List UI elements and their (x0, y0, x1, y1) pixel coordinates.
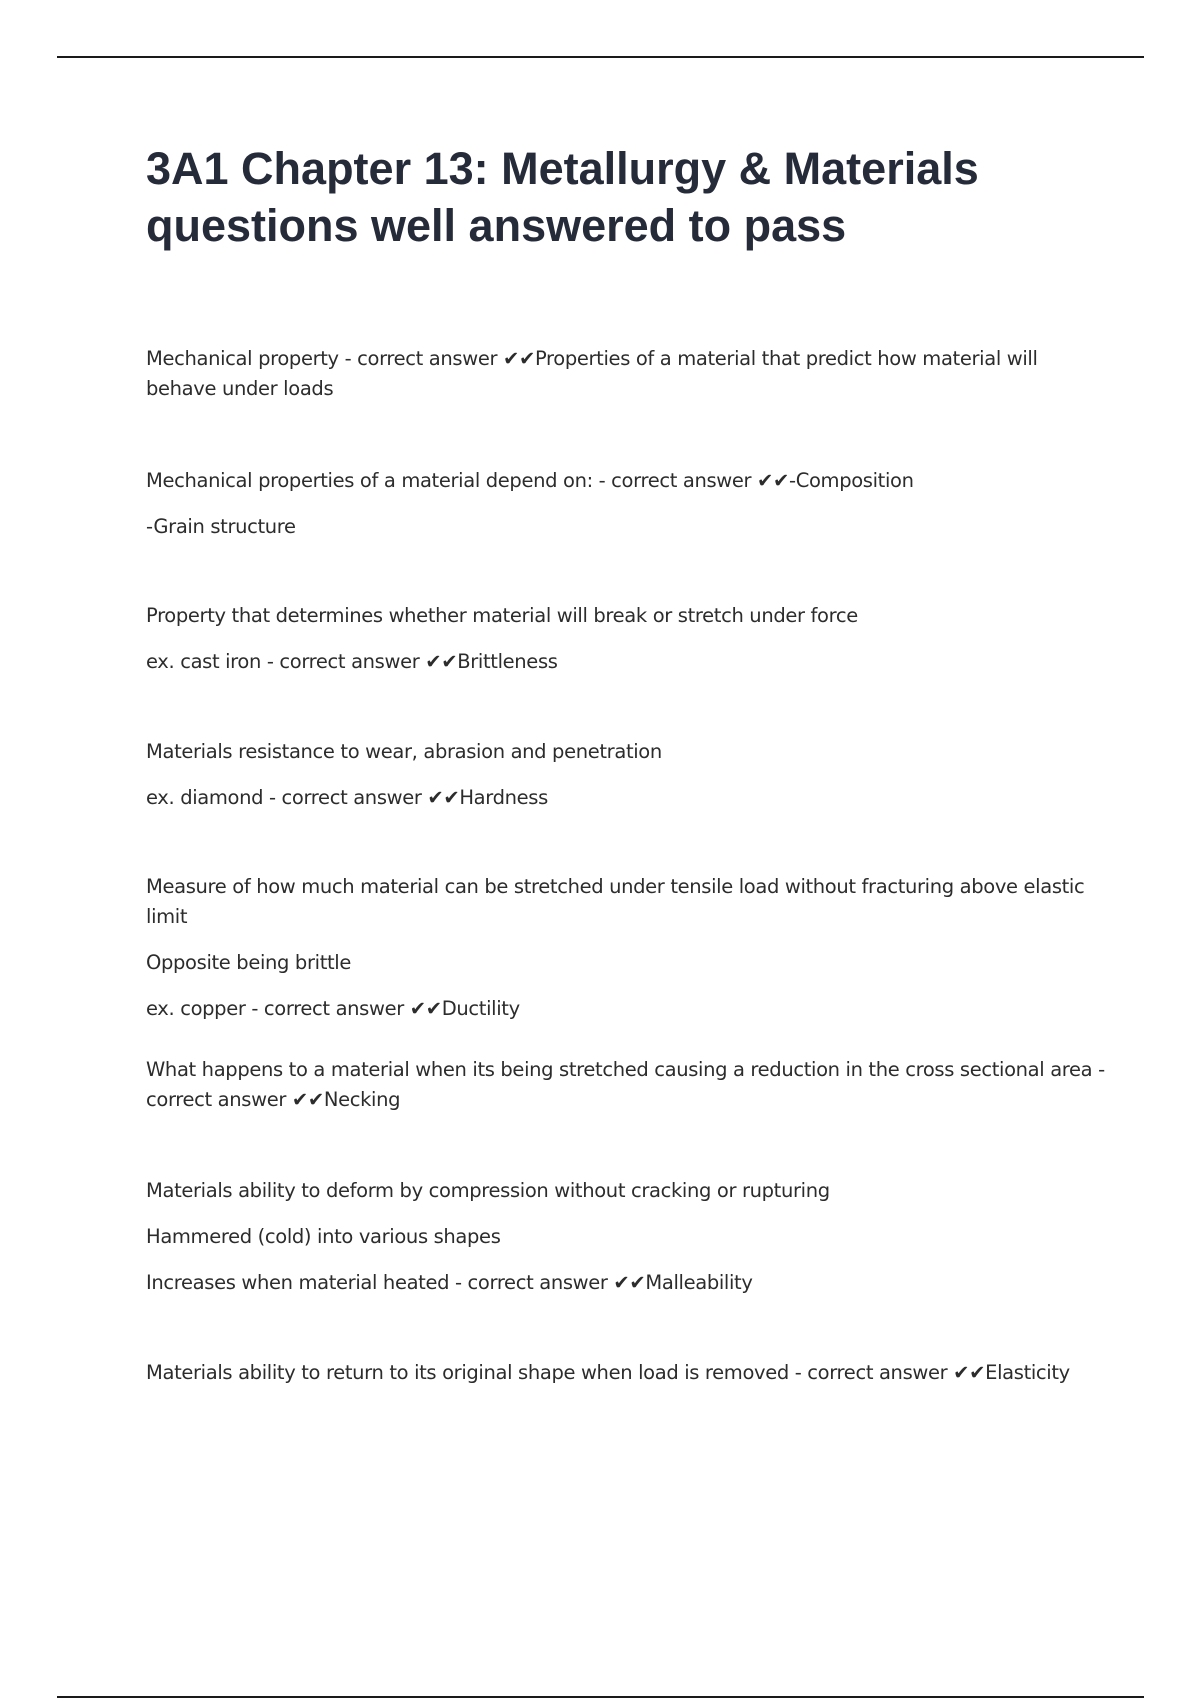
qa-line: Property that determines whether material will break or stretch under force (146, 604, 858, 627)
qa-entry-hardness (146, 737, 1106, 813)
qa-line: ex. diamond - correct answer ✔✔Hardness (146, 786, 548, 809)
qa-line: Increases when material heated - correct answer ✔✔Malleability (146, 1271, 753, 1294)
qa-line: Measure of how much material can be stretched under tensile load without fracturing above elastic limit (146, 875, 1085, 928)
qa-entry-mechanical-property (146, 344, 1106, 404)
header-rule (57, 56, 1144, 58)
qa-line: Materials ability to return to its original shape when load is removed - correct answer ✔✔Elasticity (146, 1361, 1070, 1384)
qa-line: Mechanical properties of a material depend on: - correct answer ✔✔-Composition (146, 469, 914, 492)
document-title: 3A1 Chapter 13: Metallurgy & Materials questions well answered to pass (146, 143, 979, 251)
qa-entry-brittleness (146, 601, 1106, 677)
qa-line: -Grain structure (146, 515, 296, 538)
qa-line: Hammered (cold) into various shapes (146, 1225, 501, 1248)
qa-line: Materials ability to deform by compression without cracking or rupturing (146, 1179, 830, 1202)
qa-entry-mechanical-properties-depend (146, 466, 1106, 542)
qa-entry-elasticity (146, 1358, 1106, 1388)
qa-line: Mechanical property - correct answer ✔✔Properties of a material that predict how material will behave under loads (146, 347, 1038, 400)
qa-line: What happens to a material when its being stretched causing a reduction in the cross sectional area - correct answer ✔✔Necking (146, 1058, 1105, 1111)
qa-line: Materials resistance to wear, abrasion and penetration (146, 740, 662, 763)
qa-line: ex. cast iron - correct answer ✔✔Brittleness (146, 650, 558, 673)
qa-line: Opposite being brittle (146, 951, 352, 974)
footer-rule (57, 1696, 1144, 1698)
qa-line: ex. copper - correct answer ✔✔Ductility (146, 997, 520, 1020)
qa-entry-ductility (146, 872, 1106, 1024)
qa-entry-malleability (146, 1176, 1106, 1298)
qa-entry-necking (146, 1055, 1106, 1115)
